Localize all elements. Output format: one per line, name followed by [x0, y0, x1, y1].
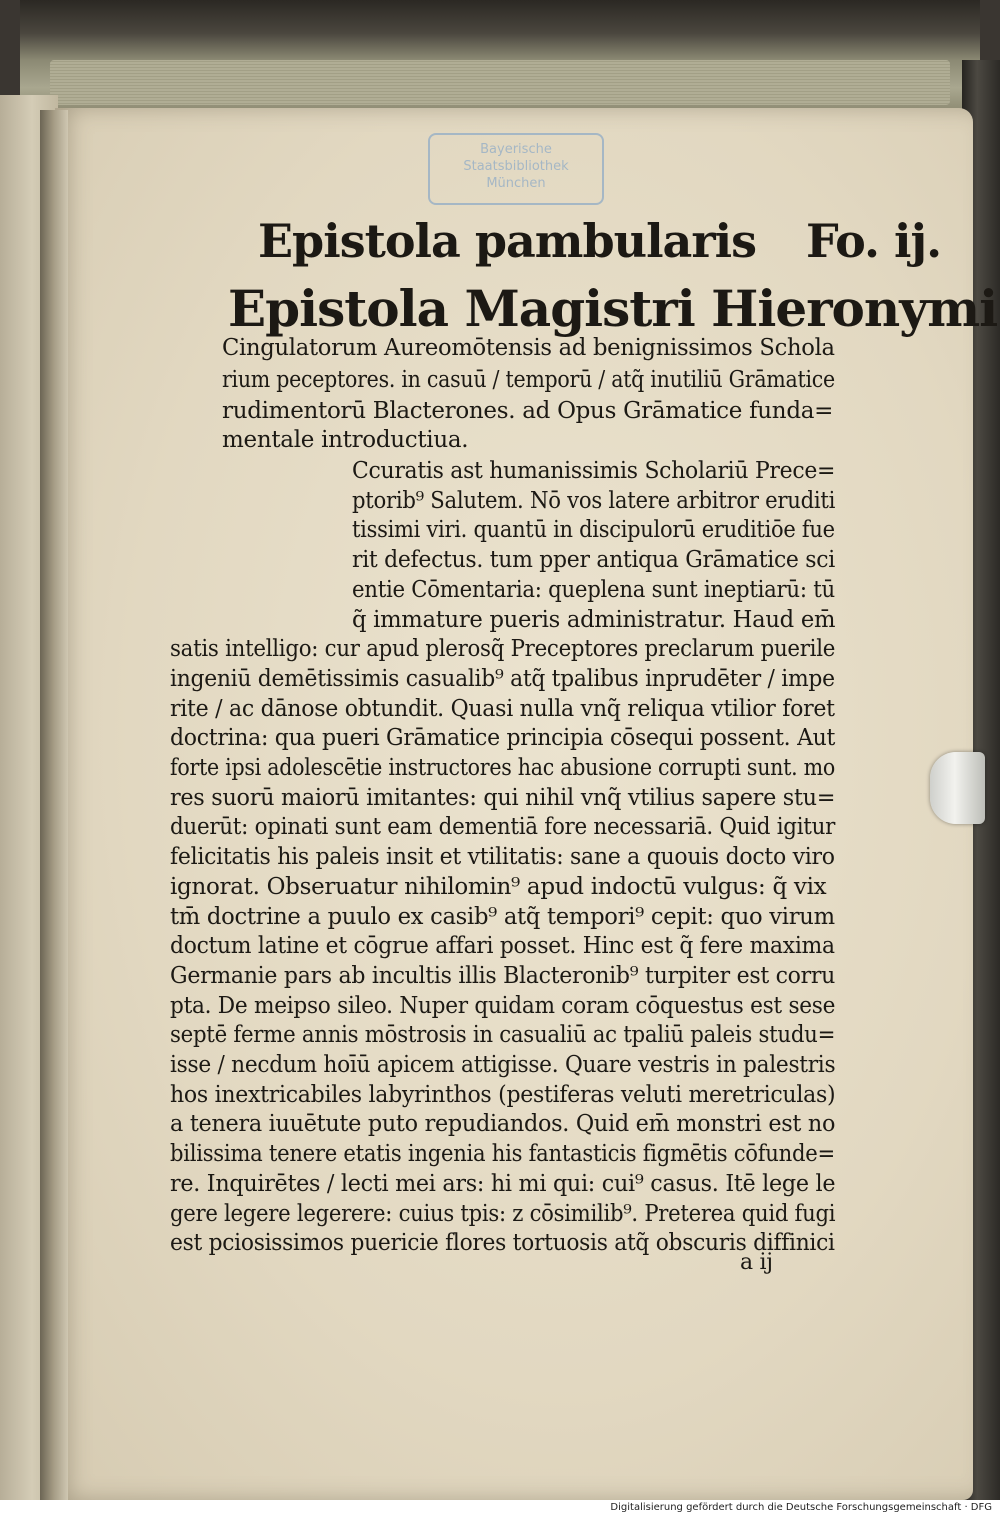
intro-line: mentale introductiua.	[222, 427, 469, 453]
folio-number: Fo. ij.	[805, 214, 942, 268]
body-line: tm̄ doctrine a puulo ex casib⁹ atq̃ tempori⁹ cepit: quo virum	[170, 904, 835, 930]
body-line: isse / necdum hoīū apicem attigisse. Quare vestris in palestris	[170, 1052, 836, 1078]
body-line: duerūt: opinati sunt eam dementiā fore necessariā. Quid igitur	[170, 814, 836, 840]
body-line: septē ferme annis mōstrosis in casualiū ac tpaliū paleis studu=	[170, 1022, 836, 1048]
body-line: hos inextricabiles labyrinthos (pestiferas veluti meretriculas)	[170, 1082, 836, 1108]
body-line: ingeniū demētissimis casualib⁹ atq̃ tpalibus inprudēter / impe	[170, 666, 835, 692]
body-line: rit defectus. tum pper antiqua Grāmatice sci	[352, 547, 835, 573]
body-line: bilissima tenere etatis ingenia his fantasticis figmētis cōfunde=	[170, 1141, 835, 1167]
page-title: Epistola Magistri Hieronymi	[228, 279, 998, 338]
body-line: doctrina: qua pueri Grāmatice principia cōsequi possent. Aut	[170, 725, 836, 751]
dfg-footer: Digitalisierung gefördert durch die Deutsche Forschungsgemeinschaft · DFG	[610, 1502, 992, 1513]
body-line: pta. De meipso sileo. Nuper quidam coram cōquestus est sese	[170, 993, 836, 1019]
body-line: rite / ac dānose obtundit. Quasi nulla vnq̃ reliqua vtilior foret	[170, 696, 835, 722]
body-line: ptorib⁹ Salutem. Nō vos latere arbitror eruditi	[352, 488, 836, 514]
body-line: forte ipsi adolescētie instructores hac abusione corrupti sunt. mo	[170, 755, 836, 781]
body-line: felicitatis his paleis insit et vtilitatis: sane a quouis docto viro	[170, 844, 835, 870]
body-line: Germanie pars ab incultis illis Blacteronib⁹ turpiter est corru	[170, 963, 836, 989]
body-line: res suorū maiorū imitantes: qui nihil vnq̃ vtilius sapere stu=	[170, 785, 836, 811]
body-line: q̃ immature pueris administratur. Haud em̄	[352, 607, 836, 633]
body-line: tissimi viri. quantū in discipulorū eruditiōe fue	[352, 517, 835, 543]
running-title	[258, 214, 941, 268]
intro-line: rudimentorū Blacterones. ad Opus Grāmatice funda=	[222, 398, 834, 424]
intro-line: rium peceptores. in casuū / temporū / atq̃ inutiliū Grāmatice	[222, 367, 835, 393]
stamp-line: Staatsbibliothek	[463, 159, 569, 174]
body-line: doctum latine et cōgrue affari posset. Hinc est q̃ fere maxima	[170, 933, 835, 959]
library-stamp	[428, 133, 604, 205]
body-line: est pciosissimos puericie flores tortuosis atq̃ obscuris diffinici	[170, 1230, 835, 1256]
body-line: gere legere legerere: cuius tpis: z cōsimilib⁹. Preterea quid fugi	[170, 1201, 836, 1227]
stamp-line: München	[486, 176, 546, 191]
body-line: satis intelligo: cur apud plerosq̃ Preceptores preclarum puerile	[170, 636, 836, 662]
book-top-edge	[20, 0, 980, 110]
body-line: entie Cōmentaria: queplena sunt ineptiarū: tū	[352, 577, 835, 603]
intro-line: Cingulatorum Aureomōtensis ad benignissimos Schola	[222, 335, 835, 361]
stamp-line: Bayerische	[480, 142, 552, 157]
body-line: a tenera iuuētute puto repudiandos. Quid em̄ monstri est no	[170, 1111, 836, 1137]
body-line: ignorat. Obseruatur nihilomin⁹ apud indoctū vulgus: q̃ vix	[170, 874, 827, 900]
signature-mark: a ij	[740, 1250, 773, 1275]
body-line: re. Inquirētes / lecti mei ars: hi mi qui: cui⁹ casus. Itē lege le	[170, 1171, 836, 1197]
page-gutter	[40, 110, 68, 1500]
running-title-text: Epistola pambularis	[258, 214, 756, 268]
page-clip	[930, 752, 985, 824]
body-line: Ccuratis ast humanissimis Scholariū Prece=	[352, 458, 836, 484]
